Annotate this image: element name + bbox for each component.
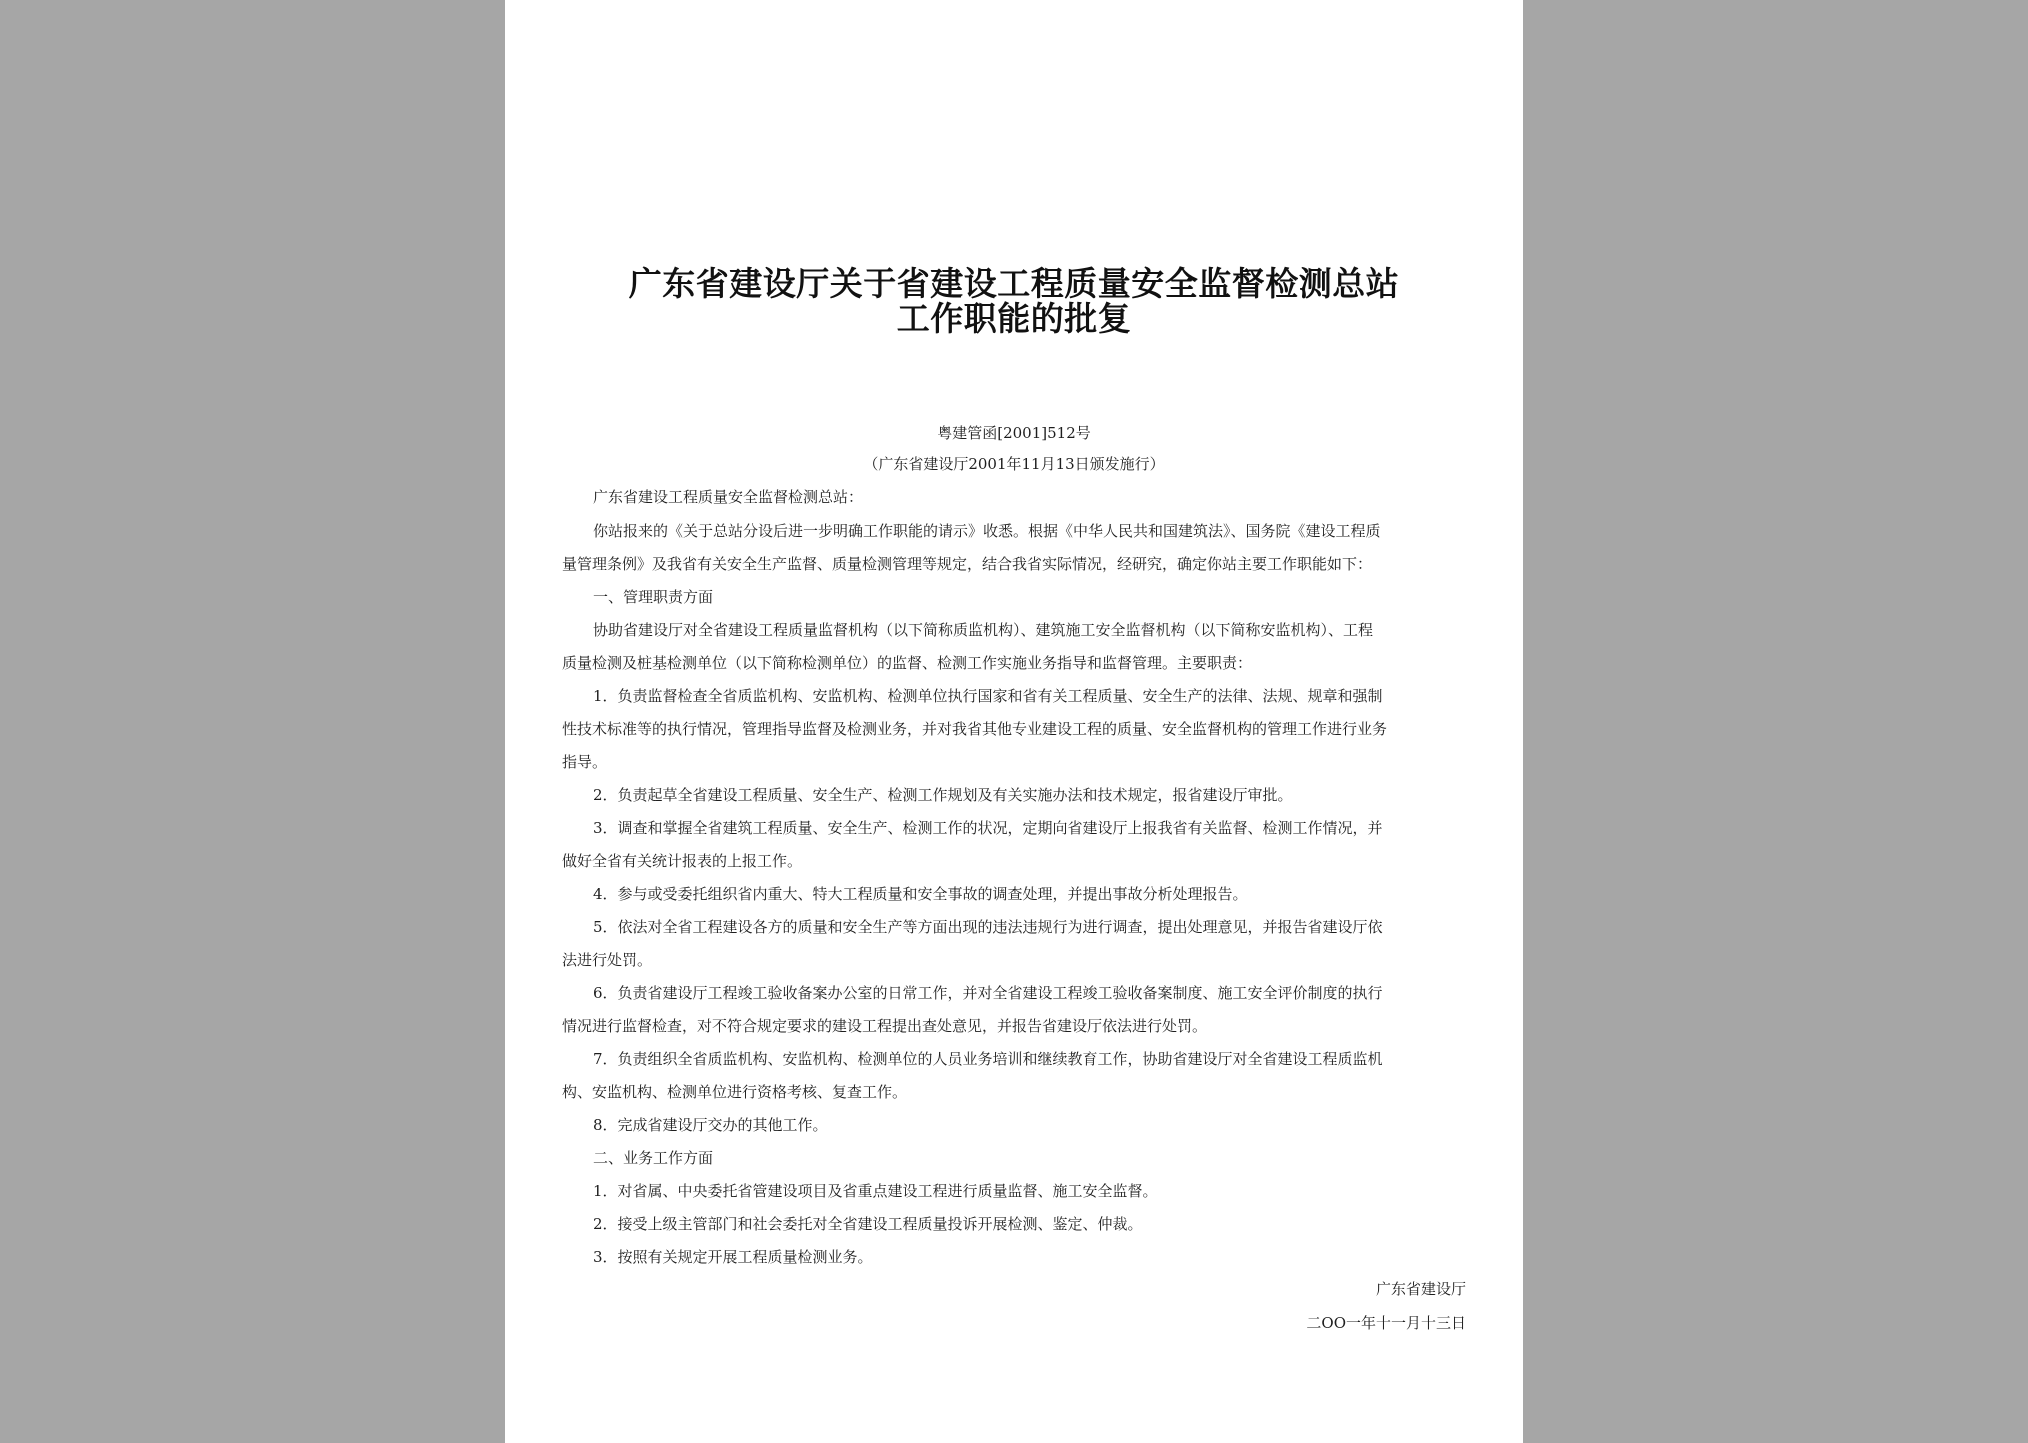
document-page — [505, 0, 1523, 1443]
section-2-heading: 二、业务工作方面 — [593, 1149, 714, 1167]
intro-line: 你站报来的《关于总站分设后进一步明确工作职能的请示》收悉。根据《中华人民共和国建筑法》、国务院《建设工程质 — [593, 522, 1381, 540]
item-1-line: 指导。 — [562, 753, 608, 771]
document-title-line-2: 工作职能的批复 — [896, 299, 1132, 338]
item-6-line: 6．负责省建设厅工程竣工验收备案办公室的日常工作，并对全省建设工程竣工验收备案制度、施工安全评价制度的执行 — [593, 984, 1383, 1002]
item-6-line: 情况进行监督检查，对不符合规定要求的建设工程提出查处意见，并报告省建设厅依法进行处罚。 — [562, 1017, 1208, 1035]
signature: 广东省建设厅 — [1375, 1280, 1466, 1298]
section-2-item-2: 2．接受上级主管部门和社会委托对全省建设工程质量投诉开展检测、鉴定、仲裁。 — [593, 1215, 1143, 1233]
item-2-line: 2．负责起草全省建设工程质量、安全生产、检测工作规划及有关实施办法和技术规定，报省建设厅审批。 — [593, 786, 1293, 804]
intro-line: 量管理条例》及我省有关安全生产监督、质量检测管理等规定，结合我省实际情况，经研究，确定你站主要工作职能如下： — [562, 555, 1373, 573]
salutation: 广东省建设工程质量安全监督检测总站： — [593, 488, 864, 506]
item-7-line: 7．负责组织全省质监机构、安监机构、检测单位的人员业务培训和继续教育工作，协助省建设厅对全省建设工程质监机 — [593, 1050, 1383, 1068]
item-1-line: 1．负责监督检查全省质监机构、安监机构、检测单位执行国家和省有关工程质量、安全生产的法律、法规、规章和强制 — [593, 687, 1383, 705]
item-1-line: 性技术标准等的执行情况，管理指导监督及检测业务，并对我省其他专业建设工程的质量、安全监督机构的管理工作进行业务 — [562, 720, 1388, 738]
issue-note: （广东省建设厅2001年11月13日颁发施行） — [863, 455, 1165, 473]
section-2-item-3: 3．按照有关规定开展工程质量检测业务。 — [593, 1248, 873, 1266]
item-8-line: 8．完成省建设厅交办的其他工作。 — [593, 1116, 828, 1134]
item-5-line: 法进行处罚。 — [562, 951, 653, 969]
item-4-line: 4．参与或受委托组织省内重大、特大工程质量和安全事故的调查处理，并提出事故分析处理报告。 — [593, 885, 1248, 903]
signature-date: 二OO一年十一月十三日 — [1306, 1314, 1466, 1332]
section-1-heading: 一、管理职责方面 — [593, 588, 714, 606]
section-1-intro-line: 质量检测及桩基检测单位（以下简称检测单位）的监督、检测工作实施业务指导和监督管理。主要职责： — [562, 654, 1253, 672]
item-7-line: 构、安监机构、检测单位进行资格考核、复查工作。 — [562, 1083, 908, 1101]
section-1-intro-line: 协助省建设厅对全省建设工程质量监督机构（以下简称质监机构）、建筑施工安全监督机构（以下简称安监机构）、工程 — [593, 621, 1374, 639]
item-5-line: 5．依法对全省工程建设各方的质量和安全生产等方面出现的违法违规行为进行调查，提出处理意见，并报告省建设厅依 — [593, 918, 1383, 936]
section-2-item-1: 1．对省属、中央委托省管建设项目及省重点建设工程进行质量监督、施工安全监督。 — [593, 1182, 1158, 1200]
document-title-line-1: 广东省建设厅关于省建设工程质量安全监督检测总站 — [628, 264, 1400, 303]
item-3-line: 做好全省有关统计报表的上报工作。 — [562, 852, 803, 870]
item-3-line: 3．调查和掌握全省建筑工程质量、安全生产、检测工作的状况，定期向省建设厅上报我省有关监督、检测工作情况，并 — [593, 819, 1383, 837]
document-number: 粤建管函[2001]512号 — [937, 424, 1091, 442]
